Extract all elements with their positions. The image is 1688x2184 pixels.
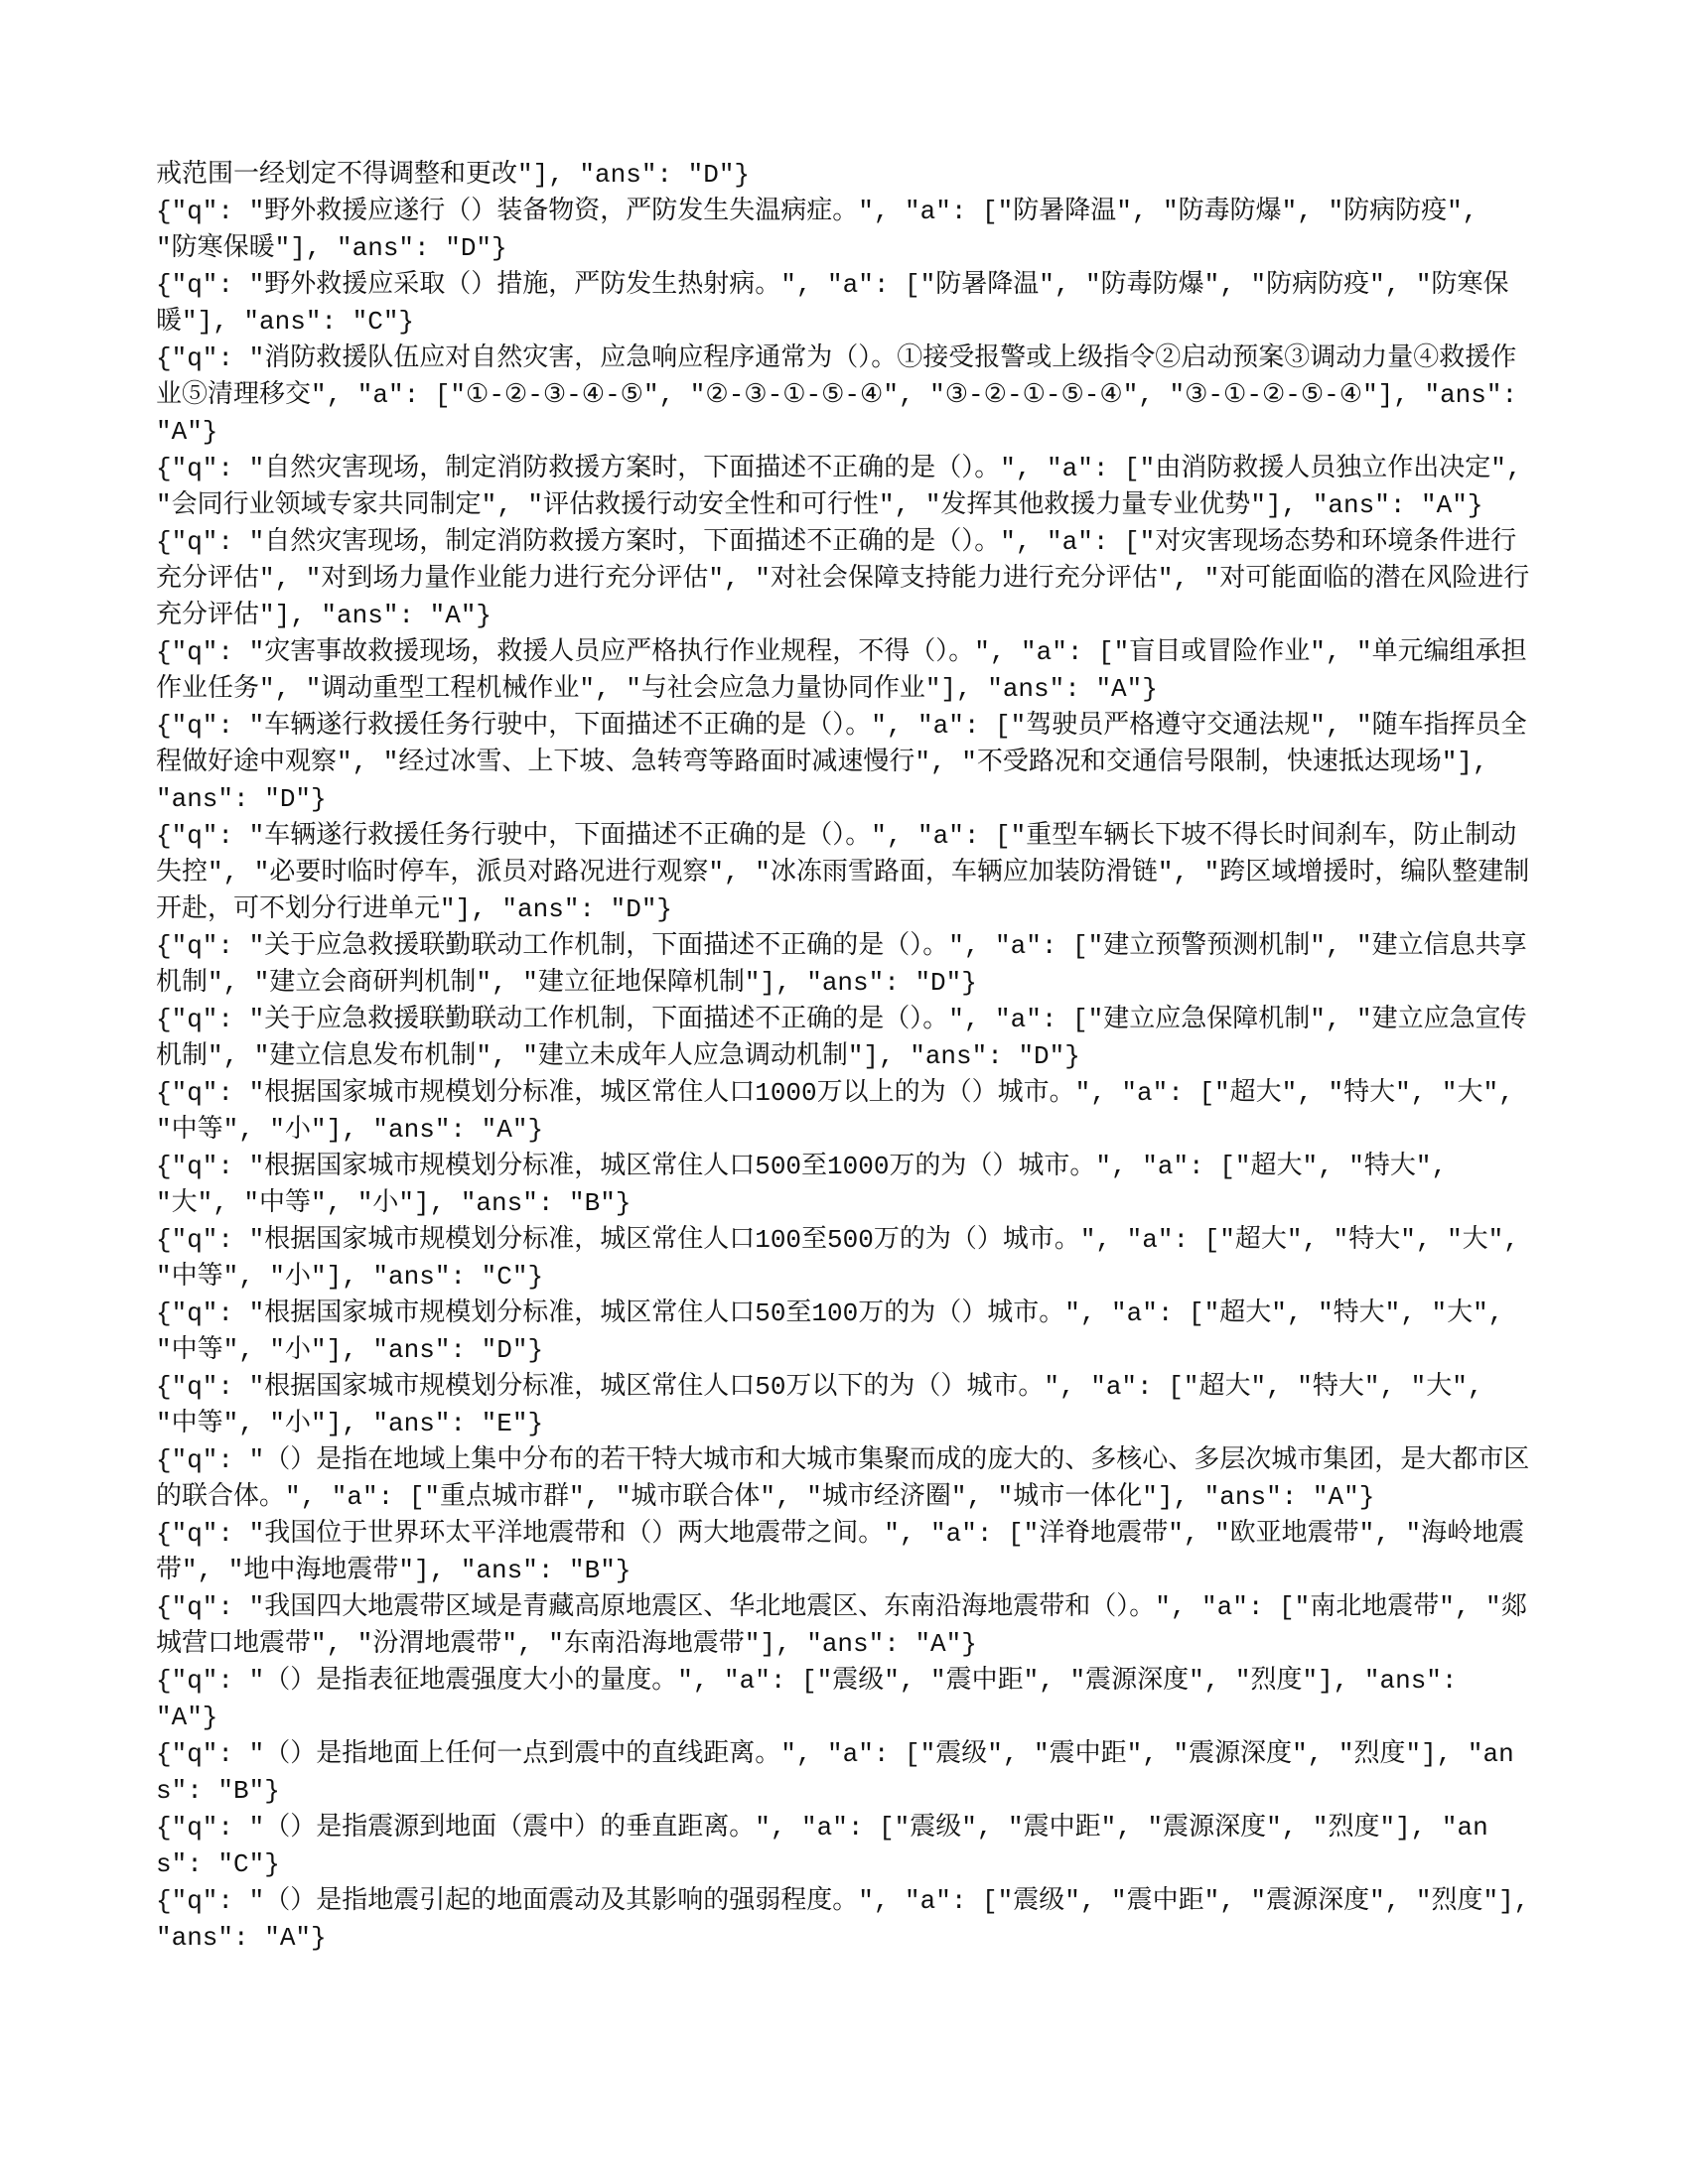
question-record: {"q": "车辆遂行救援任务行驶中，下面描述不正确的是（）。", "a": ["驾驶员严格遵守交通法规", "随车指挥员全程做好途中观察", "经过冰雪、上下坡、急转弯等路面时减速慢行", "不受路况和交通信号限制，快速抵达现场"], "ans": "D"} (156, 711, 1527, 814)
question-record: {"q": "根据国家城市规模划分标准，城区常住人口500至1000万的为（）城市。", "a": ["超大", "特大", "大", "中等", "小"], "ans": "B"} (156, 1152, 1463, 1218)
question-record: {"q": "（）是指在地域上集中分布的若干特大城市和大城市集聚而成的庞大的、多核心、多层次城市集团，是大都市区的联合体。", "a": ["重点城市群", "城市联合体", "城市经济圈", "城市一体化"], "ans": "A"} (156, 1445, 1530, 1512)
question-record: {"q": "自然灾害现场，制定消防救援方案时，下面描述不正确的是（）。", "a": ["对灾害现场态势和环境条件进行充分评估", "对到场力量作业能力进行充分评估", "对社会保障支持能力进行充分评估", "对可能面临的潜在风险进行充分评估"], "ans": "A"} (156, 527, 1530, 630)
question-record: {"q": "根据国家城市规模划分标准，城区常住人口50至100万的为（）城市。", "a": ["超大", "特大", "大", "中等", "小"], "ans": "D"} (156, 1298, 1519, 1365)
question-record: {"q": "野外救援应遂行（）装备物资，严防发生失温病症。", "a": ["防暑降温", "防毒防爆", "防病防疫", "防寒保暖"], "ans": "D"} (156, 197, 1493, 263)
document-body (156, 157, 1545, 1957)
question-record: {"q": "（）是指地震引起的地面震动及其影响的强弱程度。", "a": ["震级", "震中距", "震源深度", "烈度"], "ans": "A"} (156, 1886, 1545, 1953)
question-record: {"q": "根据国家城市规模划分标准，城区常住人口1000万以上的为（）城市。", "a": ["超大", "特大", "大", "中等", "小"], "ans": "A"} (156, 1078, 1530, 1145)
question-record: {"q": "关于应急救援联勤联动工作机制，下面描述不正确的是（）。", "a": ["建立预警预测机制", "建立信息共享机制", "建立会商研判机制", "建立征地保障机制"], "ans": "D"} (156, 931, 1527, 998)
question-record: {"q": "根据国家城市规模划分标准，城区常住人口100至500万的为（）城市。", "a": ["超大", "特大", "大", "中等", "小"], "ans": "C"} (156, 1225, 1535, 1292)
question-record: {"q": "自然灾害现场，制定消防救援方案时，下面描述不正确的是（）。", "a": ["由消防救援人员独立作出决定", "会同行业领域专家共同制定", "评估救援行动安全性和可行性", "发挥其他救援力量专业优势"], "ans": "A"} (156, 454, 1538, 520)
question-record: {"q": "灾害事故救援现场，救援人员应严格执行作业规程，不得（）。", "a": ["盲目或冒险作业", "单元编组承担作业任务", "调动重型工程机械作业", "与社会应急力量协同作业"], "ans": "A"} (156, 637, 1527, 704)
question-record: {"q": "（）是指表征地震强度大小的量度。", "a": ["震级", "震中距", "震源深度", "烈度"], "ans": "A"} (156, 1666, 1474, 1732)
question-record: {"q": "我国四大地震带区域是青藏高原地震区、华北地震区、东南沿海地震带和（）。", "a": ["南北地震带", "郯城营口地震带", "汾渭地震带", "东南沿海地震带"], "ans": "A"} (156, 1592, 1527, 1659)
question-record: 戒范围一经划定不得调整和更改"], "ans": "D"} (156, 160, 751, 190)
question-record: {"q": "（）是指地面上任何一点到震中的直线距离。", "a": ["震级", "震中距", "震源深度", "烈度"], "ans": "B"} (156, 1739, 1514, 1806)
question-record: {"q": "关于应急救援联勤联动工作机制，下面描述不正确的是（）。", "a": ["建立应急保障机制", "建立应急宣传机制", "建立信息发布机制", "建立未成年人应急调动机制"], "ans": "D"} (156, 1005, 1527, 1071)
question-record: {"q": "车辆遂行救援任务行驶中，下面描述不正确的是（）。", "a": ["重型车辆长下坡不得长时间刹车，防止制动失控", "必要时临时停车，派员对路况进行观察", "冰冻雨雪路面，车辆应加装防滑链", "跨区域增援时，编队整建制开赴，可不划分行进单元"], "ans": "D"} (156, 821, 1530, 924)
question-record: {"q": "我国位于世界环太平洋地震带和（）两大地震带之间。", "a": ["洋脊地震带", "欧亚地震带", "海岭地震带", "地中海地震带"], "ans": "B"} (156, 1519, 1525, 1585)
question-record: {"q": "消防救援队伍应对自然灾害，应急响应程序通常为（）。①接受报警或上级指令②启动预案③调动力量④救援作业⑤清理移交", "a": ["①-②-③-④-⑤", "②-③-①-⑤-④", "③-②-①-⑤-④", "③-①-②-⑤-④"], "ans": "A"} (156, 343, 1533, 447)
question-record: {"q": "野外救援应采取（）措施，严防发生热射病。", "a": ["防暑降温", "防毒防爆", "防病防疫", "防寒保暖"], "ans": "C"} (156, 270, 1509, 337)
question-record: {"q": "根据国家城市规模划分标准，城区常住人口50万以下的为（）城市。", "a": ["超大", "特大", "大", "中等", "小"], "ans": "E"} (156, 1372, 1499, 1438)
question-record: {"q": "（）是指震源到地面（震中）的垂直距离。", "a": ["震级", "震中距", "震源深度", "烈度"], "ans": "C"} (156, 1813, 1488, 1879)
